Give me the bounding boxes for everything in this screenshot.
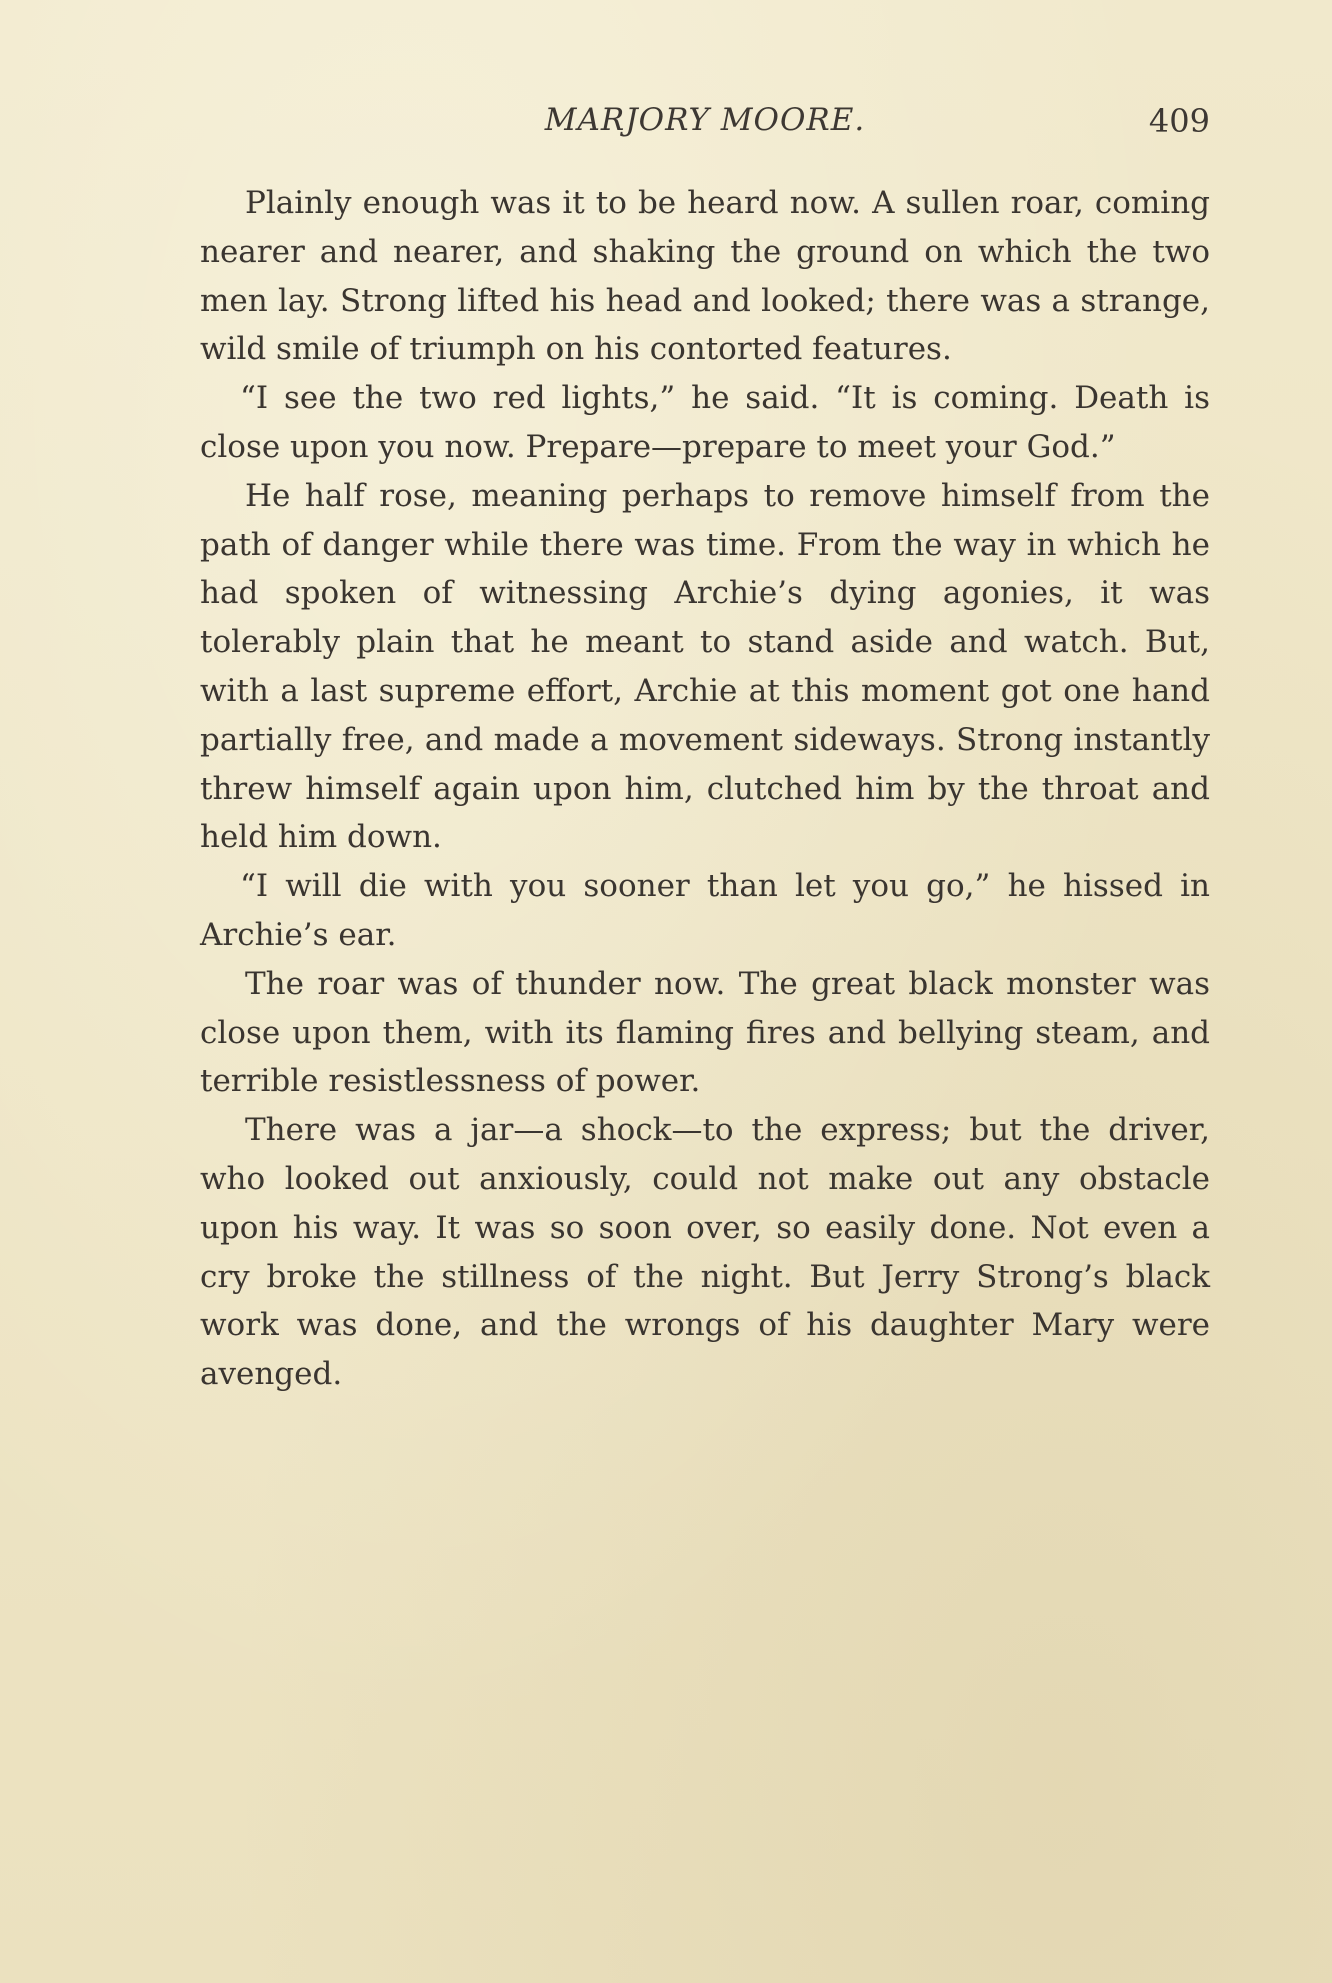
- running-head: [200, 102, 1210, 152]
- paragraph: There was a jar—a shock—to the express; but the driver, who looked out anxiously, could not make out any obstacle upon his way. It was so soon over, so easily done. Not even a cry broke the stillness of the night. But Jerry Strong’s black work was done, and the wrongs of his daughter Mary were avenged.: [200, 1112, 1210, 1393]
- paragraph: “I see the two red lights,” he said. “It is coming. Death is close upon you now. Prepare—prepare to meet your God.”: [200, 380, 1210, 465]
- paragraph: He half rose, meaning perhaps to remove himself from the path of danger while there was time. From the way in which he had spoken of witnessing Archie’s dying agonies, it was tolerably plain that he meant to stand aside and watch. But, with a last supreme effort, Archie at this moment got one hand partially free, and made a movement sideways. Strong instantly threw himself again upon him, clutched him by the throat and held him down.: [200, 477, 1210, 856]
- paragraph: “I will die with you sooner than let you go,” he hissed in Archie’s ear.: [200, 868, 1210, 953]
- body-text: [200, 179, 1210, 1399]
- paragraph: The roar was of thunder now. The great black monster was close upon them, with its flaming fires and bellying steam, and terrible resistlessness of power.: [200, 965, 1210, 1100]
- paragraph: Plainly enough was it to be heard now. A sullen roar, coming nearer and nearer, and shaking the ground on which the two men lay. Strong lifted his head and looked; there was a strange, wild smile of triumph on his contorted features.: [200, 185, 1210, 368]
- running-title: MARJORY MOORE.: [544, 102, 866, 138]
- page-number: 409: [1148, 102, 1210, 140]
